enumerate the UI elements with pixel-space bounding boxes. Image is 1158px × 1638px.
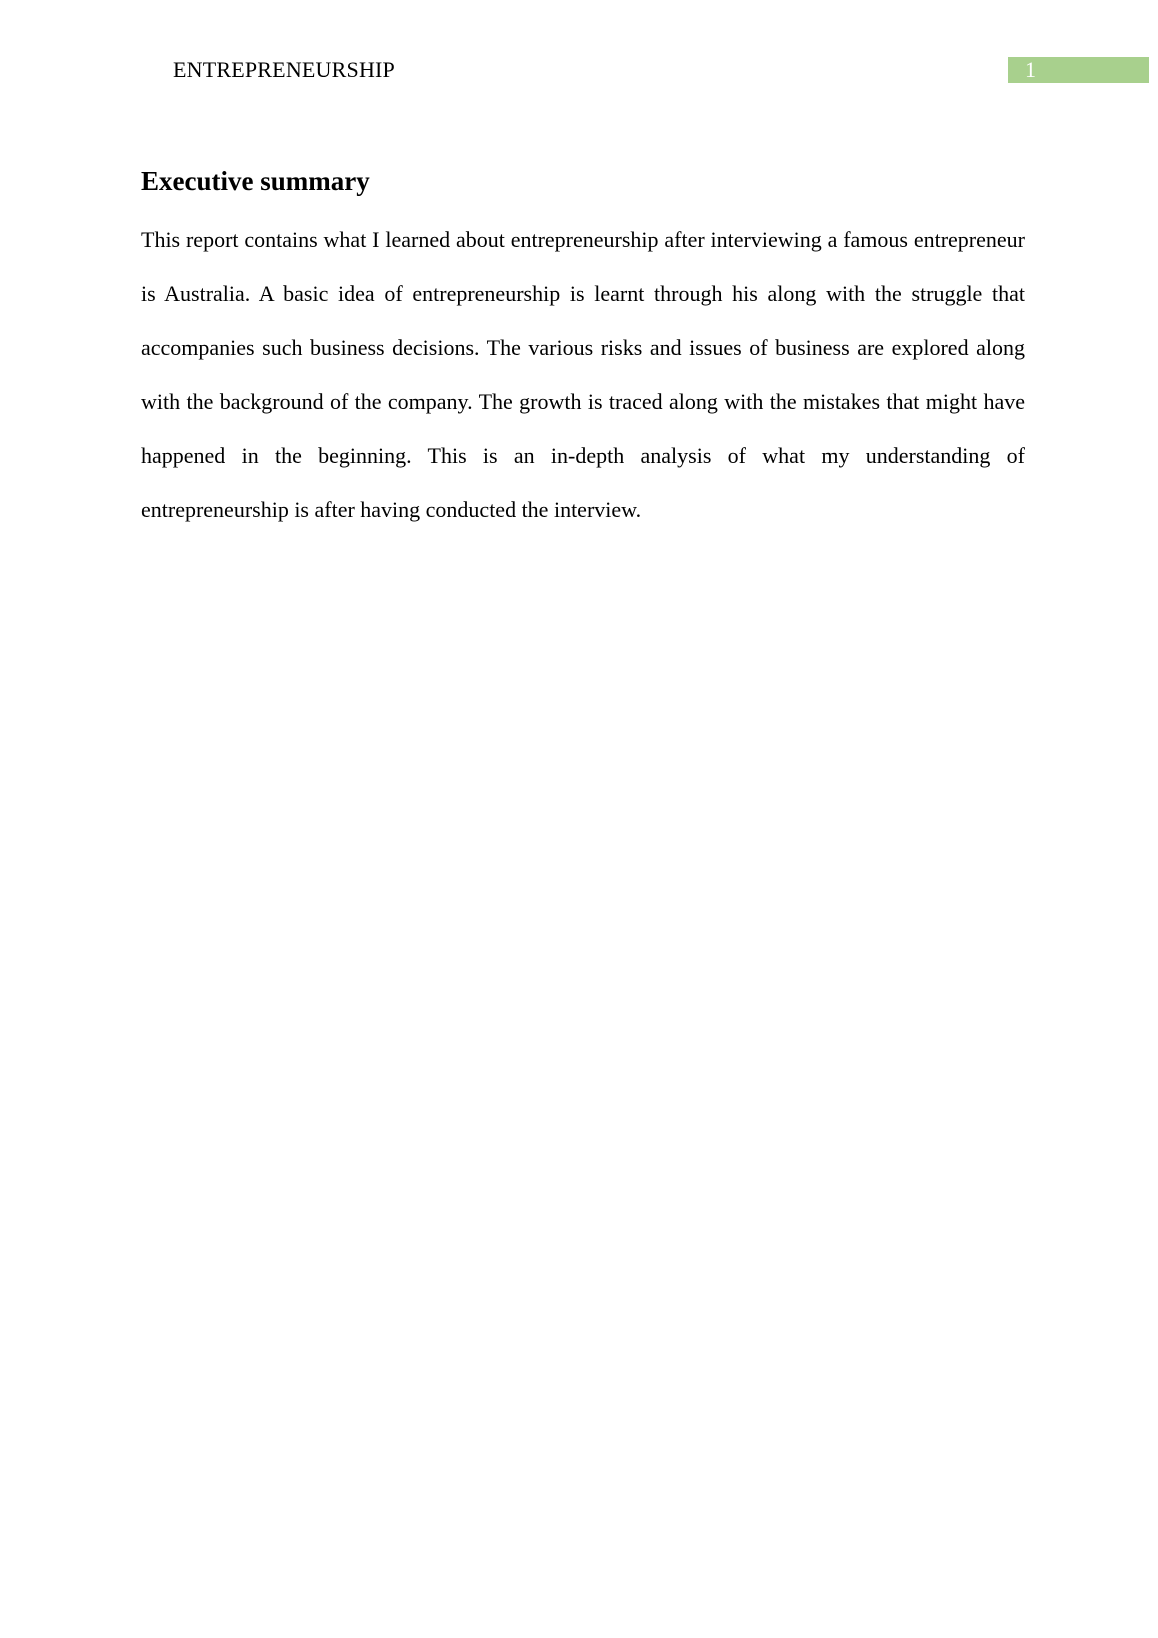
page-number-box <box>1008 57 1149 83</box>
executive-summary-paragraph: This report contains what I learned about entrepreneurship after interviewing a famous entrepreneur is Australia. A basic idea of entrepreneurship is learnt through his along with the struggle that accompanies such business decisions. The various risks and issues of business are explored along with the background of the company. The growth is traced along with the mistakes that might have happened in the beginning. This is an in-depth analysis of what my understanding of entrepreneurship is after having conducted the interview. <box>141 227 1025 522</box>
document-content <box>141 157 1025 537</box>
running-header: ENTREPRENEURSHIP <box>173 57 395 82</box>
section-heading: Executive summary <box>141 166 370 196</box>
page-number: 1 <box>1025 57 1036 82</box>
